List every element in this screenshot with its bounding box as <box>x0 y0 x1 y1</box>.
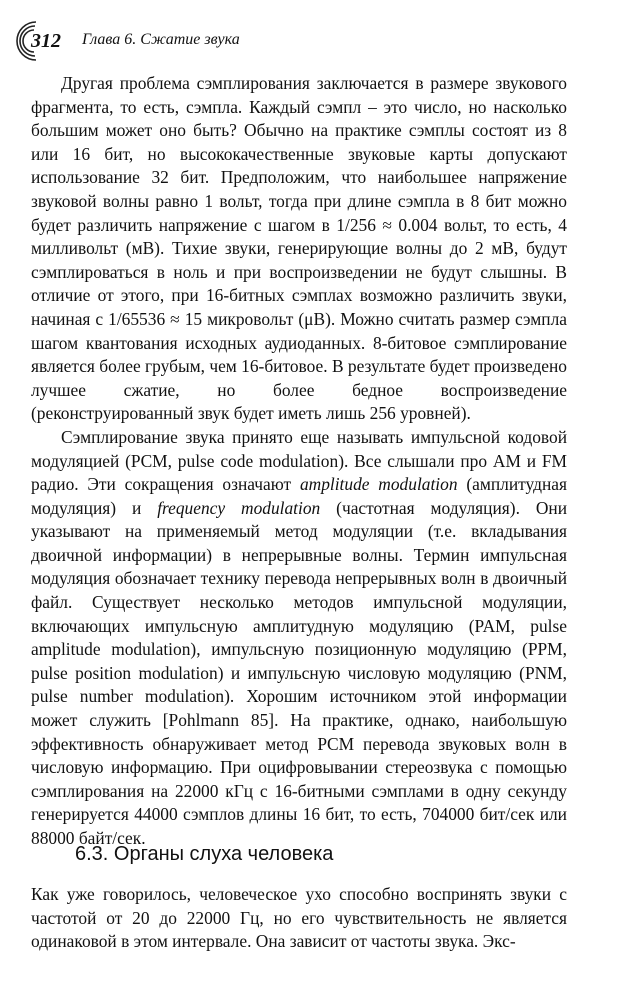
paragraph <box>31 426 567 851</box>
section-text <box>31 883 567 954</box>
paragraph-text: (амплитудная модуляция) и <box>31 474 567 518</box>
paragraph-text: (частотная модуляция). Они указывают на применяемый метод модуляции (т.е. вкладывания двоичной информации) в непрерывные волны. Термин импульсная модуляция обозначает технику перевода непрерывных волн в двоичный файл. Существует несколько методов импульсной модуляции, включающих импульсную амплитудную модуляцию (PAM, pulse amplitude modulation), импульсную позиционную модуляцию (PPM, pulse position modulation) и импульсную числовую модуляцию (PNM, pulse number modulation). Хорошим источником этой информации может служить [Pohlmann 85]. На практике, однако, наибольшую эффективность обнаруживает метод PCM перевода звуковых волн в числовую информацию. При оцифровывании стереозвука с помощью сэмплирования на 22000 кГц с 16-битными сэмплами в одну секунду генерируется 44000 сэмплов длины 16 бит, то есть, 704000 бит/сек или 88000 байт/сек. <box>31 497 567 848</box>
italic-term: frequency modulation <box>157 497 321 518</box>
paragraph: Как уже говорилось, человеческое ухо способно воспринять звуки с частотой от 20 до 22000 Гц, но его чувствительность не является одинаковой в этом интервале. Она зависит от частоты звука. Экс- <box>31 884 567 952</box>
running-head: Глава 6. Сжатие звука <box>82 31 240 48</box>
paragraph: Другая проблема сэмплирования заключается в размере звукового фрагмента, то есть, сэмпла. Каждый сэмпл – это число, но насколько большим может оно быть? Обычно на практике сэмплы состоят из 8 или 16 бит, но высококачественные звуковые карты допускают использование 32 бит. Предположим, что наибольшее напряжение звуковой волны равно 1 вольт, тогда при длине сэмпла в 8 бит можно будет различить напряжение с шагом в 1/256 ≈ 0.004 вольт, то есть, 4 милливольт (мВ). Тихие звуки, генерирующие волны до 2 мВ, будут сэмплироваться в ноль и при воспроизведении не будут слышны. В отличие от этого, при 16-битных сэмплах возможно различить звуки, начиная с 1/65536 ≈ 15 микровольт (μВ). Можно считать размер сэмпла шагом квантования исходных аудиоданных. 8-битовое сэмплирование является более грубым, чем 16-битовое. В результате будет произведено лучшее сжатие, но более бедное воспроизведение (реконструированный звук будет иметь лишь 256 уровней). <box>31 73 568 424</box>
italic-term: amplitude modulation <box>299 474 458 495</box>
page-number-badge <box>14 18 72 64</box>
section-heading: 6.3. Органы слуха человека <box>75 843 334 865</box>
main-text <box>31 72 567 851</box>
paragraph-text: Сэмплирование звука принято еще называть импульсной кодовой модуляцией (PCM, pulse code modulation). Все слышали про AM и FM радио. Эти сокращения означают <box>31 426 567 495</box>
page-number: 312 <box>31 30 61 52</box>
page-header <box>14 18 240 64</box>
